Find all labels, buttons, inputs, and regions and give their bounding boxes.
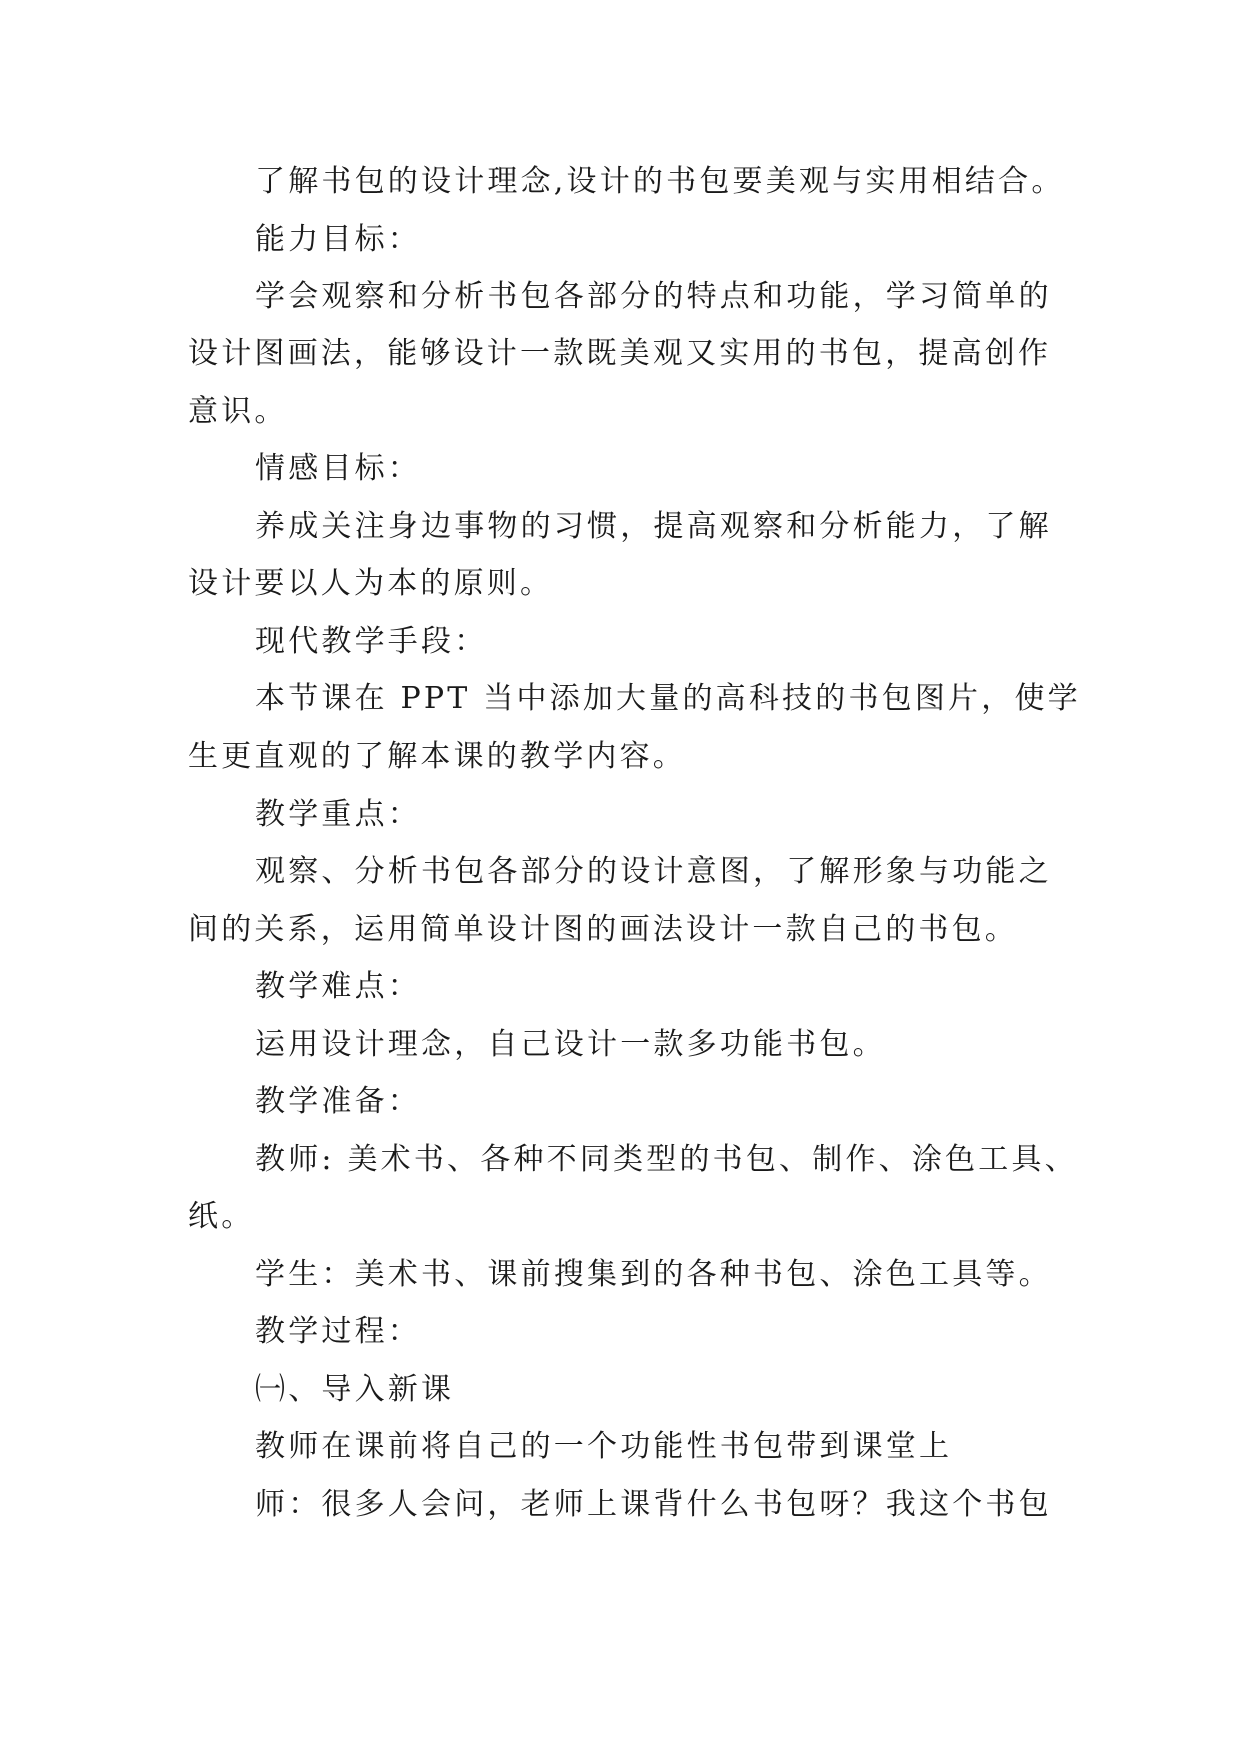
text-line: 设计图画法，能够设计一款既美观又实用的书包，提高创作 xyxy=(188,336,1052,371)
text-line: 学生：美术书、课前搜集到的各种书包、涂色工具等。 xyxy=(255,1257,1052,1292)
text-line: 养成关注身边事物的习惯，提高观察和分析能力，了解 xyxy=(255,509,1052,544)
text-line: 教师在课前将自己的一个功能性书包带到课堂上 xyxy=(255,1429,953,1464)
text-line: 运用设计理念，自己设计一款多功能书包。 xyxy=(255,1027,886,1062)
text-line: 设计要以人为本的原则。 xyxy=(188,566,554,601)
text-line: 意识。 xyxy=(188,394,288,429)
text-line: 了解书包的设计理念,设计的书包要美观与实用相结合。 xyxy=(255,164,1065,199)
subsection-heading: ㈠、导入新课 xyxy=(255,1372,455,1407)
text-line: 生更直观的了解本课的教学内容。 xyxy=(188,739,686,774)
section-heading: 教学难点： xyxy=(255,969,421,1004)
section-heading: 现代教学手段： xyxy=(255,624,488,659)
text-line: 教师: 美术书、各种不同类型的书包、制作、涂色工具、 xyxy=(255,1142,1078,1177)
section-heading: 教学过程： xyxy=(255,1314,421,1349)
section-heading: 情感目标： xyxy=(255,451,421,486)
section-heading: 教学重点： xyxy=(255,797,421,832)
text-line: 纸。 xyxy=(188,1199,255,1234)
section-heading: 教学准备： xyxy=(255,1084,421,1119)
text-line: 学会观察和分析书包各部分的特点和功能，学习简单的 xyxy=(255,279,1052,314)
text-line: 师：很多人会问，老师上课背什么书包呀？我这个书包 xyxy=(255,1487,1052,1522)
text-line: 本节课在 PPT 当中添加大量的高科技的书包图片，使学 xyxy=(255,681,1081,716)
section-heading: 能力目标： xyxy=(255,222,421,257)
text-line: 间的关系，运用简单设计图的画法设计一款自己的书包。 xyxy=(188,912,1018,947)
text-line: 观察、分析书包各部分的设计意图，了解形象与功能之 xyxy=(255,854,1052,889)
